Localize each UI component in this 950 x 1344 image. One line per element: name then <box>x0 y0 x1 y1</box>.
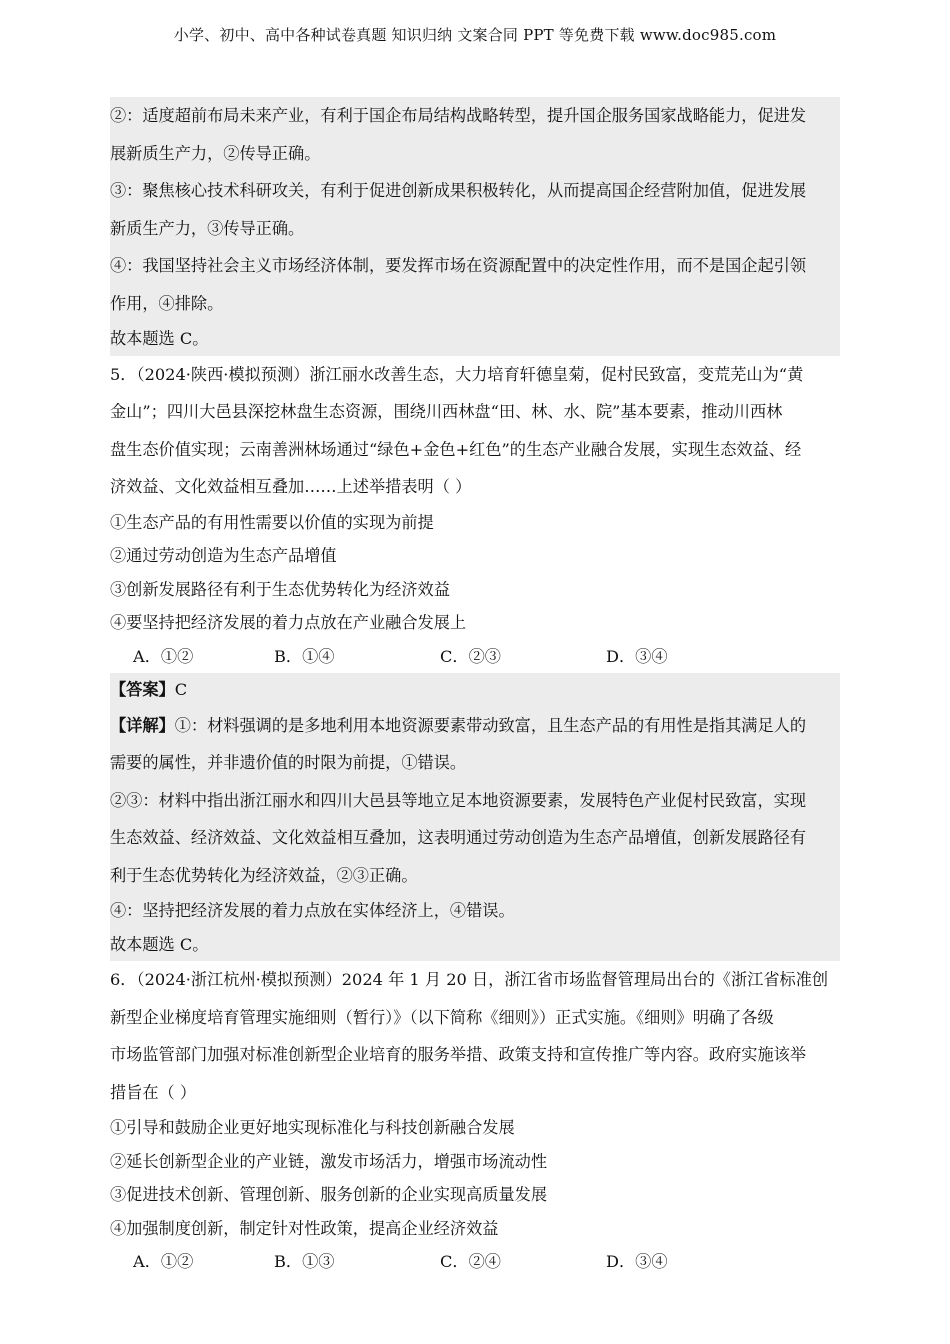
question-stem-line: 6．（2024·浙江杭州·模拟预测）2024 年 1 月 20 日，浙江省市场监督管理局出台的《浙江省标准创 <box>110 970 829 989</box>
detail-conclusion: 故本题选 C。 <box>110 934 209 954</box>
answer-tag: 【答案】 <box>110 680 175 699</box>
answer-options <box>110 1245 840 1279</box>
statement-3: ③促进技术创新、管理创新、服务创新的企业实现高质量发展 <box>110 1185 548 1204</box>
option-c: C．②④ <box>440 1252 501 1271</box>
analysis-line: 新质生产力，③传导正确。 <box>110 218 305 238</box>
statement-4: ④要坚持把经济发展的着力点放在产业融合发展上 <box>110 613 467 632</box>
question-stem-line: 5．（2024·陕西·模拟预测）浙江丽水改善生态，大力培育轩德皇菊，促村民致富，变荒芜山为“黄 <box>110 364 804 384</box>
question-stem-line: 金山”；四川大邑县深挖林盘生态资源，围绕川西林盘“田、林、水、院”基本要素，推动川西林 <box>110 402 783 421</box>
statement-4: ④加强制度创新，制定针对性政策，提高企业经济效益 <box>110 1218 499 1238</box>
option-d: D．③④ <box>606 1252 668 1271</box>
detail-line: 生态效益、经济效益、文化效益相互叠加，这表明通过劳动创造为生态产品增值，创新发展路径有 <box>110 828 807 847</box>
question-stem-line: 市场监管部门加强对标准创新型企业培育的服务举措、政策支持和宣传推广等内容。政府实施该举 <box>110 1045 807 1064</box>
document-body <box>110 97 840 1279</box>
detail-line <box>110 707 840 745</box>
question-stem-line: 盘生态价值实现；云南善洲林场通过“绿色+金色+红色”的生态产业融合发展，实现生态效益、经 <box>110 439 802 459</box>
option-a: A．①② <box>133 646 194 666</box>
analysis-line: 展新质生产力，②传导正确。 <box>110 143 321 163</box>
question-6 <box>110 961 840 1279</box>
statement-3: ③创新发展路径有利于生态优势转化为经济效益 <box>110 579 450 599</box>
statement-2: ②通过劳动创造为生态产品增值 <box>110 546 337 565</box>
analysis-line: ②：适度超前布局未来产业，有利于国企布局结构战略转型，提升国企服务国家战略能力，促进发 <box>110 106 807 125</box>
analysis-line: 作用，④排除。 <box>110 293 224 313</box>
detail-text: ①：材料强调的是多地利用本地资源要素带动致富，且生态产品的有用性是指其满足人的 <box>174 715 807 735</box>
statement-2: ②延长创新型企业的产业链，激发市场活力，增强市场流动性 <box>110 1151 548 1171</box>
detail-line: 利于生态优势转化为经济效益，②③正确。 <box>110 865 418 885</box>
page-header: 小学、初中、高中各种试卷真题 知识归纳 文案合同 PPT 等免费下载 www.doc985.com <box>173 26 777 44</box>
detail-line: ④：坚持把经济发展的着力点放在实体经济上，④错误。 <box>110 901 515 920</box>
detail-tag: 【详解】 <box>110 715 175 735</box>
answer-value: C <box>174 680 188 699</box>
q4-analysis-block <box>110 97 840 356</box>
detail-line: 需要的属性，并非遗价值的时限为前提，①错误。 <box>110 753 467 772</box>
question-stem-line: 济效益、文化效益相互叠加……上述举措表明（ ） <box>110 477 472 496</box>
detail-line: ②③：材料中指出浙江丽水和四川大邑县等地立足本地资源要素，发展特色产业促村民致富，实现 <box>110 790 807 810</box>
question-stem-line: 新型企业梯度培育管理实施细则（暂行）》（以下简称《细则》）正式实施。《细则》明确了各级 <box>110 1007 774 1027</box>
option-a: A．①② <box>133 1252 194 1271</box>
answer-options <box>110 640 840 674</box>
statement-1: ①生态产品的有用性需要以价值的实现为前提 <box>110 512 434 532</box>
question-stem-line: 措旨在（ ） <box>110 1082 197 1102</box>
analysis-line: ③：聚焦核心技术科研攻关，有利于促进创新成果积极转化，从而提高国企经营附加值，促进发展 <box>110 181 807 200</box>
analysis-line: ④：我国坚持社会主义市场经济体制，要发挥市场在资源配置中的决定性作用，而不是国企起引领 <box>110 256 807 275</box>
option-d: D．③④ <box>606 646 668 666</box>
statement-1: ①引导和鼓励企业更好地实现标准化与科技创新融合发展 <box>110 1118 515 1137</box>
q5-answer-block <box>110 673 840 961</box>
option-b: B．①③ <box>274 1252 335 1271</box>
option-c: C．②③ <box>440 646 501 666</box>
question-5 <box>110 356 840 674</box>
answer-line <box>110 673 840 707</box>
option-b: B．①④ <box>274 646 335 666</box>
analysis-conclusion: 故本题选 C。 <box>110 329 209 348</box>
